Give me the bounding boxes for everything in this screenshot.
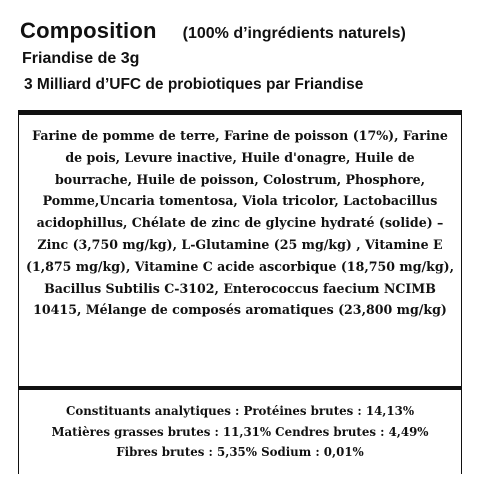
analytics-line-1: Constituants analytiques : Protéines brutes : 14,13% bbox=[65, 404, 415, 418]
analytical-constituents bbox=[21, 401, 459, 463]
header bbox=[20, 18, 470, 94]
composition-box bbox=[18, 110, 462, 474]
analytics-line-3: Fibres brutes : 5,35% Sodium : 0,01% bbox=[116, 445, 364, 459]
top-divider bbox=[19, 111, 461, 115]
probiotics-count: 3 Milliard d’UFC de probiotiques par Friandise bbox=[24, 76, 364, 93]
natural-ingredients-note: (100% d’ingrédients naturels) bbox=[182, 25, 406, 42]
analytics-line-2: Matières grasses brutes : 11,31% Cendres brutes : 4,49% bbox=[51, 424, 429, 439]
serving-size: Friandise de 3g bbox=[22, 50, 140, 67]
page-title: Composition bbox=[20, 18, 157, 43]
title-row bbox=[20, 18, 470, 44]
middle-divider bbox=[19, 386, 461, 390]
ingredients-list: Farine de pomme de terre, Farine de poisson (17%), Farine de pois, Levure inactive, Huile d'onagre, Huile de bourrache, Huile de poisson, Colostrum, Phosphore, Pomme,Uncaria tomentosa, Viola tricolor, Lactobacillus acidophillus, Chélate de zinc de glycine hydraté (solide) – Zinc (3,750 mg/kg), L-Glutamine (25 mg/kg) , Vitamine E (1,875 mg/kg), Vitamine C acide ascorbique (18,750 mg/kg), Bacillus Subtilis C-3102, Enterococcus faecium NCIMB 10415, Mélange de composés aromatiques (23,800 mg/kg) bbox=[25, 128, 454, 318]
